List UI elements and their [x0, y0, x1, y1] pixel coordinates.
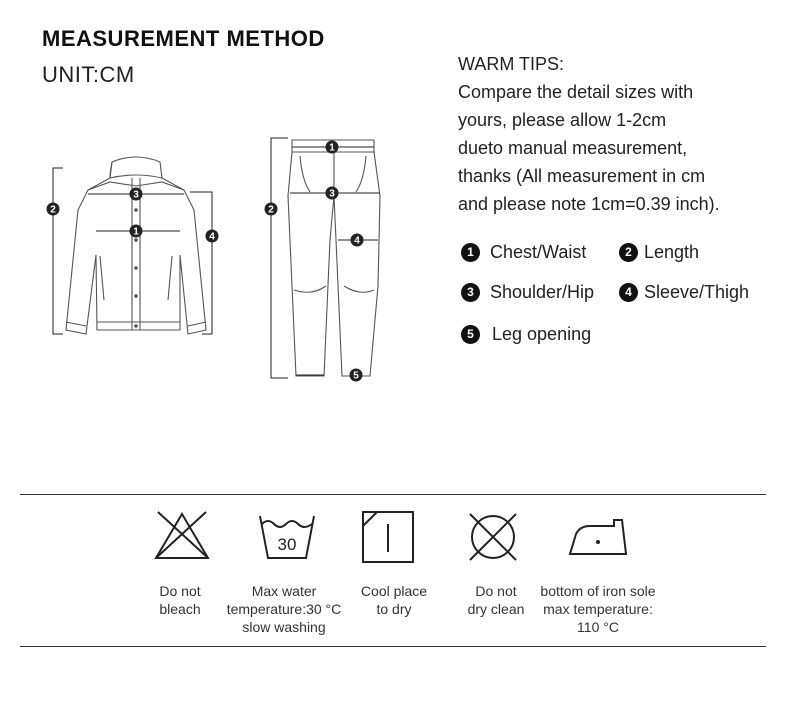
jacket-illustration — [66, 157, 206, 334]
number-badge: 5 — [461, 325, 480, 344]
garment-diagram — [0, 120, 400, 390]
care-text: bottom of iron sole — [540, 583, 656, 599]
care-label-dry — [344, 582, 444, 618]
care-text: 110 °C — [577, 619, 619, 635]
care-text: slow washing — [242, 619, 326, 635]
care-text: Cool place — [360, 583, 428, 599]
legend-label: Leg opening — [492, 324, 592, 344]
care-label-wash — [220, 582, 348, 636]
number-badge: 4 — [619, 283, 638, 302]
legend-item-length — [619, 242, 699, 263]
number-badge: 2 — [619, 243, 638, 262]
marker-chest: 1 — [133, 226, 139, 238]
pants-illustration — [288, 140, 380, 376]
tips-line: dueto manual measurement, — [458, 138, 688, 158]
legend-label: Shoulder/Hip — [490, 282, 595, 302]
legend-item-shoulder-hip — [461, 282, 594, 303]
iron-low-icon — [568, 516, 628, 558]
care-text: dry clean — [467, 601, 525, 617]
legend-label: Length — [644, 242, 700, 262]
legend-label: Sleeve/Thigh — [644, 282, 750, 302]
marker-length: 2 — [268, 204, 274, 216]
divider — [20, 646, 766, 647]
dry-in-shade-icon — [361, 510, 415, 564]
tips-line: yours, please allow 1-2cm — [458, 110, 667, 130]
care-label-iron — [528, 582, 668, 636]
marker-shoulder: 3 — [133, 189, 139, 201]
care-text: temperature:30 °C — [226, 601, 342, 617]
tips-heading: WARM TIPS: — [458, 54, 565, 74]
warm-tips — [458, 50, 778, 218]
legend-label: Chest/Waist — [490, 242, 587, 262]
page-title: MEASUREMENT METHOD — [42, 26, 325, 51]
unit-label: UNIT:CM — [42, 62, 135, 87]
legend-item-leg-opening — [461, 324, 591, 345]
care-text: to dry — [376, 601, 412, 617]
marker-thigh: 4 — [354, 235, 360, 247]
care-text: Max water — [251, 583, 317, 599]
marker-length: 2 — [50, 204, 56, 216]
tips-line: thanks (All measurement in cm — [458, 166, 706, 186]
number-badge: 1 — [461, 243, 480, 262]
care-text: bleach — [159, 601, 201, 617]
care-label-bleach — [130, 582, 230, 618]
marker-hip: 3 — [329, 188, 335, 200]
marker-sleeve: 4 — [209, 231, 215, 243]
care-text: max temperature: — [543, 601, 653, 617]
do-not-bleach-icon — [154, 510, 210, 560]
care-text: Do not — [475, 583, 517, 599]
wash-30-icon — [258, 510, 316, 562]
divider — [20, 494, 766, 495]
legend-item-sleeve-thigh — [619, 282, 749, 303]
marker-leg-opening: 5 — [353, 370, 359, 382]
legend-item-chest-waist — [461, 242, 586, 263]
tips-line: and please note 1cm=0.39 inch). — [458, 194, 720, 214]
do-not-dry-clean-icon — [466, 510, 520, 564]
marker-waist: 1 — [329, 142, 335, 154]
tips-line: Compare the detail sizes with — [458, 82, 694, 102]
number-badge: 3 — [461, 283, 480, 302]
wash-temperature: 30 — [277, 535, 297, 554]
care-text: Do not — [159, 583, 201, 599]
